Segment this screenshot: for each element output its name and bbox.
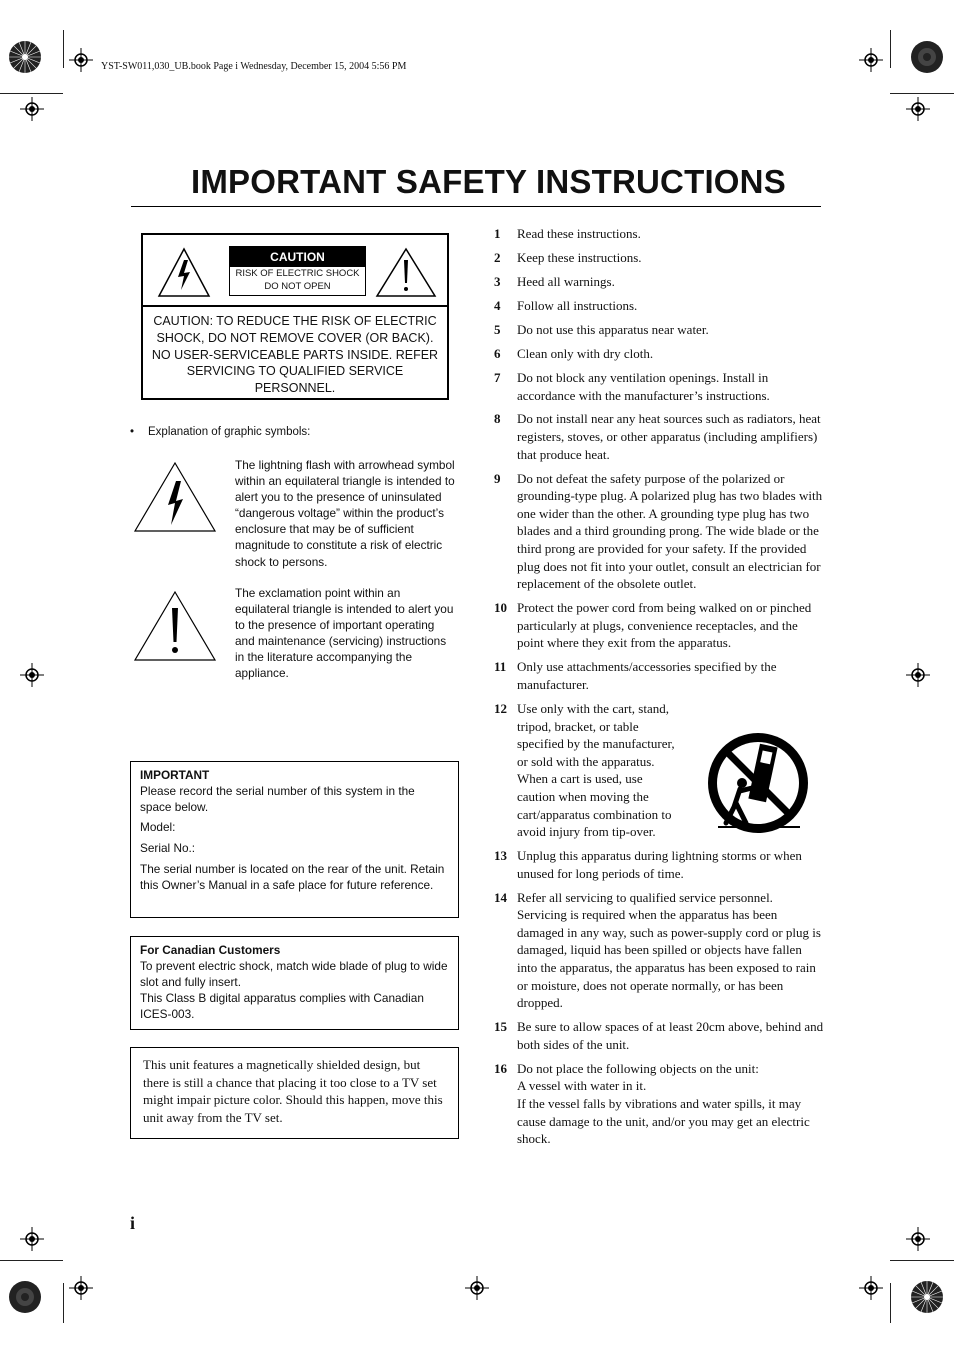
registration-wheel-icon xyxy=(910,40,944,74)
caution-label-line: RISK OF ELECTRIC SHOCK xyxy=(235,268,360,279)
instruction-item xyxy=(494,225,824,243)
instruction-number: 10 xyxy=(494,600,507,616)
cart-tip-over-warning-icon xyxy=(706,731,810,835)
instruction-text: Do not install near any heat sources such as radiators, heat registers, stoves, or other apparatus (including amplifiers) that produce heat. xyxy=(517,411,821,462)
registration-wheel-icon xyxy=(8,40,42,74)
crosshair-icon xyxy=(20,663,44,687)
bullet: • xyxy=(130,426,135,438)
instruction-text: Use only with the cart, stand, tripod, bracket, or table specified by the manufacturer, or sold with the apparatus. When a cart is used, use caution when moving the cart/apparatus combination to avoid injury from tip-over. xyxy=(517,700,675,840)
crosshair-icon xyxy=(20,97,44,121)
instruction-text: Unplug this apparatus during lightning storms or when unused for long periods of time. xyxy=(517,848,802,881)
crop-mark xyxy=(0,1260,63,1261)
instruction-number: 12 xyxy=(494,700,507,716)
instruction-text: Follow all instructions. xyxy=(517,297,638,313)
instruction-item xyxy=(494,273,824,291)
lightning-triangle-icon xyxy=(133,461,217,533)
registration-wheel-icon xyxy=(910,1280,944,1314)
instruction-number: 7 xyxy=(494,369,501,385)
caution-label xyxy=(229,246,366,296)
instruction-number: 14 xyxy=(494,889,507,905)
important-text: Please record the serial number of this system in the space below. xyxy=(140,784,415,814)
instruction-text: Heed all warnings. xyxy=(517,273,615,289)
instruction-text: Clean only with dry cloth. xyxy=(517,345,654,361)
canadian-text: To prevent electric shock, match wide blade of plug to wide slot and fully insert. xyxy=(140,959,448,989)
crosshair-icon xyxy=(465,1276,489,1300)
crosshair-icon xyxy=(859,1276,883,1300)
instruction-text: Do not place the following objects on the unit: A vessel with water in it. If the vessel falls by vibrations and water spills, it may cause damage to the unit, and/or you may get an electric shock. xyxy=(517,1060,810,1147)
registration-wheel-icon xyxy=(8,1280,42,1314)
crosshair-icon xyxy=(20,1227,44,1251)
instruction-item xyxy=(494,599,824,652)
instruction-number: 5 xyxy=(494,321,501,337)
crop-mark xyxy=(63,30,64,68)
instruction-item xyxy=(494,345,824,363)
page-title: IMPORTANT SAFETY INSTRUCTIONS xyxy=(191,163,786,200)
file-info-header: YST-SW011,030_UB.book Page i Wednesday, December 15, 2004 5:56 PM xyxy=(101,61,407,72)
instruction-number: 11 xyxy=(494,659,507,675)
instruction-item xyxy=(494,889,824,1012)
crop-mark xyxy=(890,30,891,68)
crop-mark xyxy=(63,1283,64,1323)
caution-box-header xyxy=(143,235,447,307)
instruction-number: 4 xyxy=(494,297,501,313)
crosshair-icon xyxy=(859,48,883,72)
instruction-text: Protect the power cord from being walked on or pinched particularly at plugs, convenience receptacles, and the point where they exit from the apparatus. xyxy=(517,600,812,651)
instruction-item xyxy=(494,410,824,463)
title-rule xyxy=(131,206,821,207)
page-number: i xyxy=(130,1213,136,1233)
instruction-text: Do not block any ventilation openings. Install in accordance with the manufacturer’s instructions. xyxy=(517,369,770,403)
symbols-intro xyxy=(130,426,310,438)
caution-label-line: DO NOT OPEN xyxy=(264,281,331,292)
instruction-text: Be sure to allow spaces of at least 20cm above, behind and both sides of the unit. xyxy=(517,1019,824,1052)
instruction-number: 9 xyxy=(494,470,501,486)
instruction-text: Read these instructions. xyxy=(517,226,641,241)
instruction-item xyxy=(494,1018,824,1053)
instruction-item xyxy=(494,470,824,593)
important-box xyxy=(130,761,459,918)
crop-mark xyxy=(890,1283,891,1323)
symbols-intro-text: Explanation of graphic symbols: xyxy=(148,426,311,438)
instruction-number: 13 xyxy=(494,848,507,864)
instruction-item xyxy=(494,658,824,693)
instruction-item xyxy=(494,321,824,339)
lightning-triangle-icon xyxy=(157,246,211,298)
instruction-text: Refer all servicing to qualified service personnel. Servicing is required when the apparatus has been damaged in any way, such as power-supply cord or plug is damaged, liquid has been spilled or objects have fallen into the apparatus, the apparatus has been exposed to rain or moisture, does not operate normally, or has been dropped. xyxy=(517,889,821,1011)
instruction-number: 15 xyxy=(494,1019,507,1035)
instruction-text: Do not defeat the safety purpose of the polarized or grounding-type plug. A polarized plug has two blades with one wider than the other. A grounding type plug has two blades and a third grounding prong. The wide blade or the third prong are provided for your safety. If the provided plug does not fit into your outlet, consult an electrician for replacement of the obsolete outlet. xyxy=(517,470,823,592)
crop-mark xyxy=(890,93,954,94)
magnetic-shield-text: This unit features a magnetically shielded design, but there is still a chance that placing it too close to a TV set might impair picture color. Should this happen, move this unit away from the TV set. xyxy=(143,1057,443,1126)
canadian-text: This Class B digital apparatus complies with Canadian ICES-003. xyxy=(140,991,424,1021)
serial-label: Serial No.: xyxy=(140,841,196,855)
crosshair-icon xyxy=(906,1227,930,1251)
instruction-number: 1 xyxy=(494,226,501,241)
instruction-number: 3 xyxy=(494,273,501,289)
caution-heading: CAUTION xyxy=(230,247,365,267)
crosshair-icon xyxy=(69,48,93,72)
exclamation-triangle-icon xyxy=(375,246,437,298)
caution-text: CAUTION: TO REDUCE THE RISK OF ELECTRIC SHOCK, DO NOT REMOVE COVER (OR BACK). NO USER-SERVICEABLE PARTS INSIDE. REFER SERVICING TO QUALIFIED SERVICE PERSONNEL. xyxy=(151,314,439,396)
crop-mark xyxy=(0,93,63,94)
crosshair-icon xyxy=(906,663,930,687)
crop-mark xyxy=(890,1260,954,1261)
instruction-number: 6 xyxy=(494,345,501,361)
instructions-list xyxy=(494,225,824,1154)
instruction-text: Do not use this apparatus near water. xyxy=(517,321,709,337)
instruction-number: 16 xyxy=(494,1060,507,1076)
lightning-explanation: The lightning flash with arrowhead symbol within an equilateral triangle is intended to alert you to the presence of uninsulated “dangerous voltage” within the product’s enclosure that may be of sufficient magnitude to constitute a risk of electric shock to persons. xyxy=(235,458,455,569)
instruction-text: Only use attachments/accessories specified by the manufacturer. xyxy=(517,659,777,692)
crosshair-icon xyxy=(906,97,930,121)
instruction-text: Keep these instructions. xyxy=(517,249,642,265)
instruction-item xyxy=(494,847,824,882)
canadian-heading: For Canadian Customers xyxy=(140,943,281,957)
instruction-number: 8 xyxy=(494,411,501,427)
instruction-item xyxy=(494,369,824,404)
model-label: Model: xyxy=(140,820,176,834)
canadian-customers-box xyxy=(130,936,459,1030)
caution-box xyxy=(141,233,449,400)
exclamation-explanation: The exclamation point within an equilateral triangle is intended to alert you to the presence of important operating and maintenance (servicing) instructions in the literature accompanying the appliance. xyxy=(235,586,454,681)
instruction-item xyxy=(494,297,824,315)
magnetic-shield-box xyxy=(130,1047,459,1139)
important-heading: IMPORTANT xyxy=(140,768,210,782)
crosshair-icon xyxy=(69,1276,93,1300)
instruction-number: 2 xyxy=(494,249,501,265)
important-note: The serial number is located on the rear of the unit. Retain this Owner’s Manual in a safe place for future reference. xyxy=(140,862,445,892)
exclamation-triangle-icon xyxy=(133,590,217,662)
instruction-item xyxy=(494,249,824,267)
instruction-item xyxy=(494,1060,824,1148)
